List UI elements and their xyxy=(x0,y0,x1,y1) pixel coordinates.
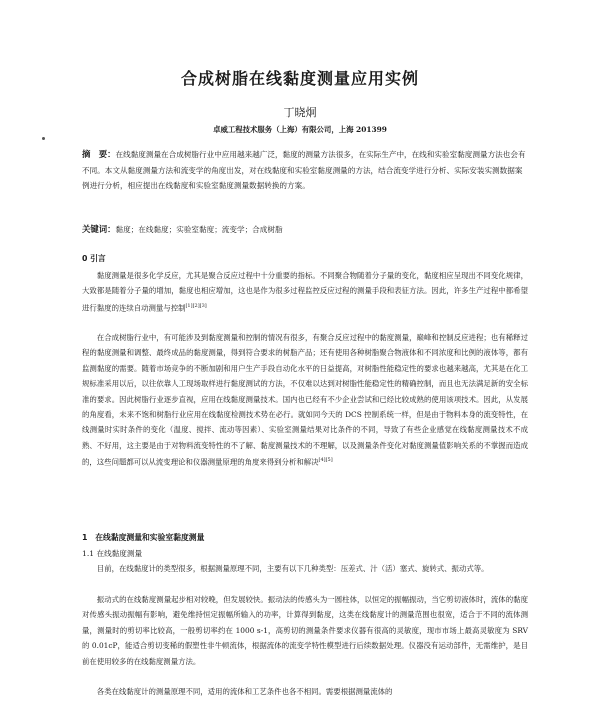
keywords-text: 黏度；在线黏度；实验室黏度；流变学；合成树脂 xyxy=(115,225,283,234)
abstract-text: 在线黏度测量在合成树脂行业中应用越来越广泛，黏度的测量方法很多，在实际生产中，在线和实验室黏度测量方法也会有不同。本文从黏度测量方法和流变学的角度出发，对在线黏度和实验室黏度测量的方法，结合流变学进行分析、实际安装实测数据案例进行分析，相应提出在线黏度和实验室黏度测量数据转换的方案。 xyxy=(82,150,526,191)
section-1-1-paragraph-2: 振动式的在线黏度测量起步相对较晚，但发展较快。振动法的传感头为一圆柱体，以恒定的振幅振动，当它剪切液体时，流体的黏度对传感头振动振幅有影响，避免维持恒定振幅所输入的功率，计算得到黏度，这类在线黏度计的测量范围也很宽，适合于不同的流体测量，测量时的剪切率比较高，一般剪切率约在 1000 s-1，高剪切的测量条件要求仪器有很高的灵敏度，现市市场上最高灵敏度为 SRV 的 0.01cP，能适合剪切变稀的假塑性非牛顿流体，根据流体的流变学特性模型进行后续数据处理。仪器没有运动部件，无需维护，是目前在使用较多的在线黏度测量方法。 xyxy=(82,595,528,666)
section-1-heading: 1 在线黏度测量和实验室黏度测量 xyxy=(82,533,205,542)
intro-paragraph-1 xyxy=(82,268,528,316)
margin-dot xyxy=(42,137,45,140)
section-0-heading: 0 引言 xyxy=(82,254,106,263)
citation-1-3: [1][2][3] xyxy=(185,302,207,309)
abstract xyxy=(82,147,528,194)
abstract-label: 摘 要： xyxy=(82,149,116,159)
author-affiliation: 卓威工程技术服务（上海）有限公司，上海 201399 xyxy=(213,125,387,134)
intro-paragraph-2 xyxy=(82,330,528,470)
citation-4-5: [4][5] xyxy=(318,457,333,464)
section-1-1-paragraph-1: 目前，在线黏度计的类型很多，根据测量原理不同，主要有以下几种类型：压差式、汁（活）塞式、旋转式、振动式等。 xyxy=(96,564,489,573)
keywords-label: 关键词： xyxy=(82,224,116,234)
keywords xyxy=(82,222,528,238)
intro-paragraph-1-text: 黏度测量是很多化学反应，尤其是聚合反应过程中十分重要的指标。不同聚合物随着分子量的变化，黏度相应呈现出不同变化规律，大致都是随着分子量的增加，黏度也相应增加，这也是作为很多过程监控反应过程的测量手段和表征方法。因此，许多生产过程中都希望进行黏度的连续自动测量与控制 xyxy=(82,271,528,313)
intro-paragraph-2-text: 在合成树脂行业中，有可能涉及到黏度测量和控制的情况有很多，有聚合反应过程中的黏度测量，巅峰和控制反应进程；也有稀释过程的黏度测量和调整、最终成品的黏度测量，得到符合要求的树脂产品；还有使用各种树脂聚合物液体和不同浓度和比例的液体等，都有监测黏度的需要。随着市场竞争的不断加剧和用户生产手段自动化水平的日益提高，对树脂性能稳定性的要求也越来越高，尤其是在化工规标准采用以后，以往依靠人工现场取样进行黏度测试的方法，不仅难以达到对树脂性能稳定性的精确控制，而且也无法满足新的安全标准的要求。因此树脂行业逐步直视，应用在线黏度测量技术。国内也已经有不少企业尝试和已经比较成熟的使用该项技术。因此，从发展的角度看，未来不饱和树脂行业应用在线黏度检测技术势在必行。就如同今天的 DCS 控制系统一样，但是由于物料本身的流变特性，在线测量时实时条件的变化（温度、搅拌、流动等因素）、实验室测量结果对比条件的不同，导致了有些企业感觉在线黏度测量技术不成熟、不好用，这主要是由于对物料流变特性的不了解、黏度测量技术的不理解，以及测量条件变化对黏度测量值影响关系的不掌握而造成的，这些问题都可以从流变理论和仪器测量原理的角度来得到分析和解决 xyxy=(82,333,528,467)
section-1-1-heading: 1.1 在线黏度测量 xyxy=(82,549,143,558)
author-name: 丁晓炯 xyxy=(283,106,317,119)
section-1-1-paragraph-3: 各类在线黏度计的测量原理不同，适用的流体和工艺条件也各不相同。需要根据测量流体的 xyxy=(96,687,393,696)
paper-title: 合成树脂在线黏度测量应用实例 xyxy=(180,69,419,88)
